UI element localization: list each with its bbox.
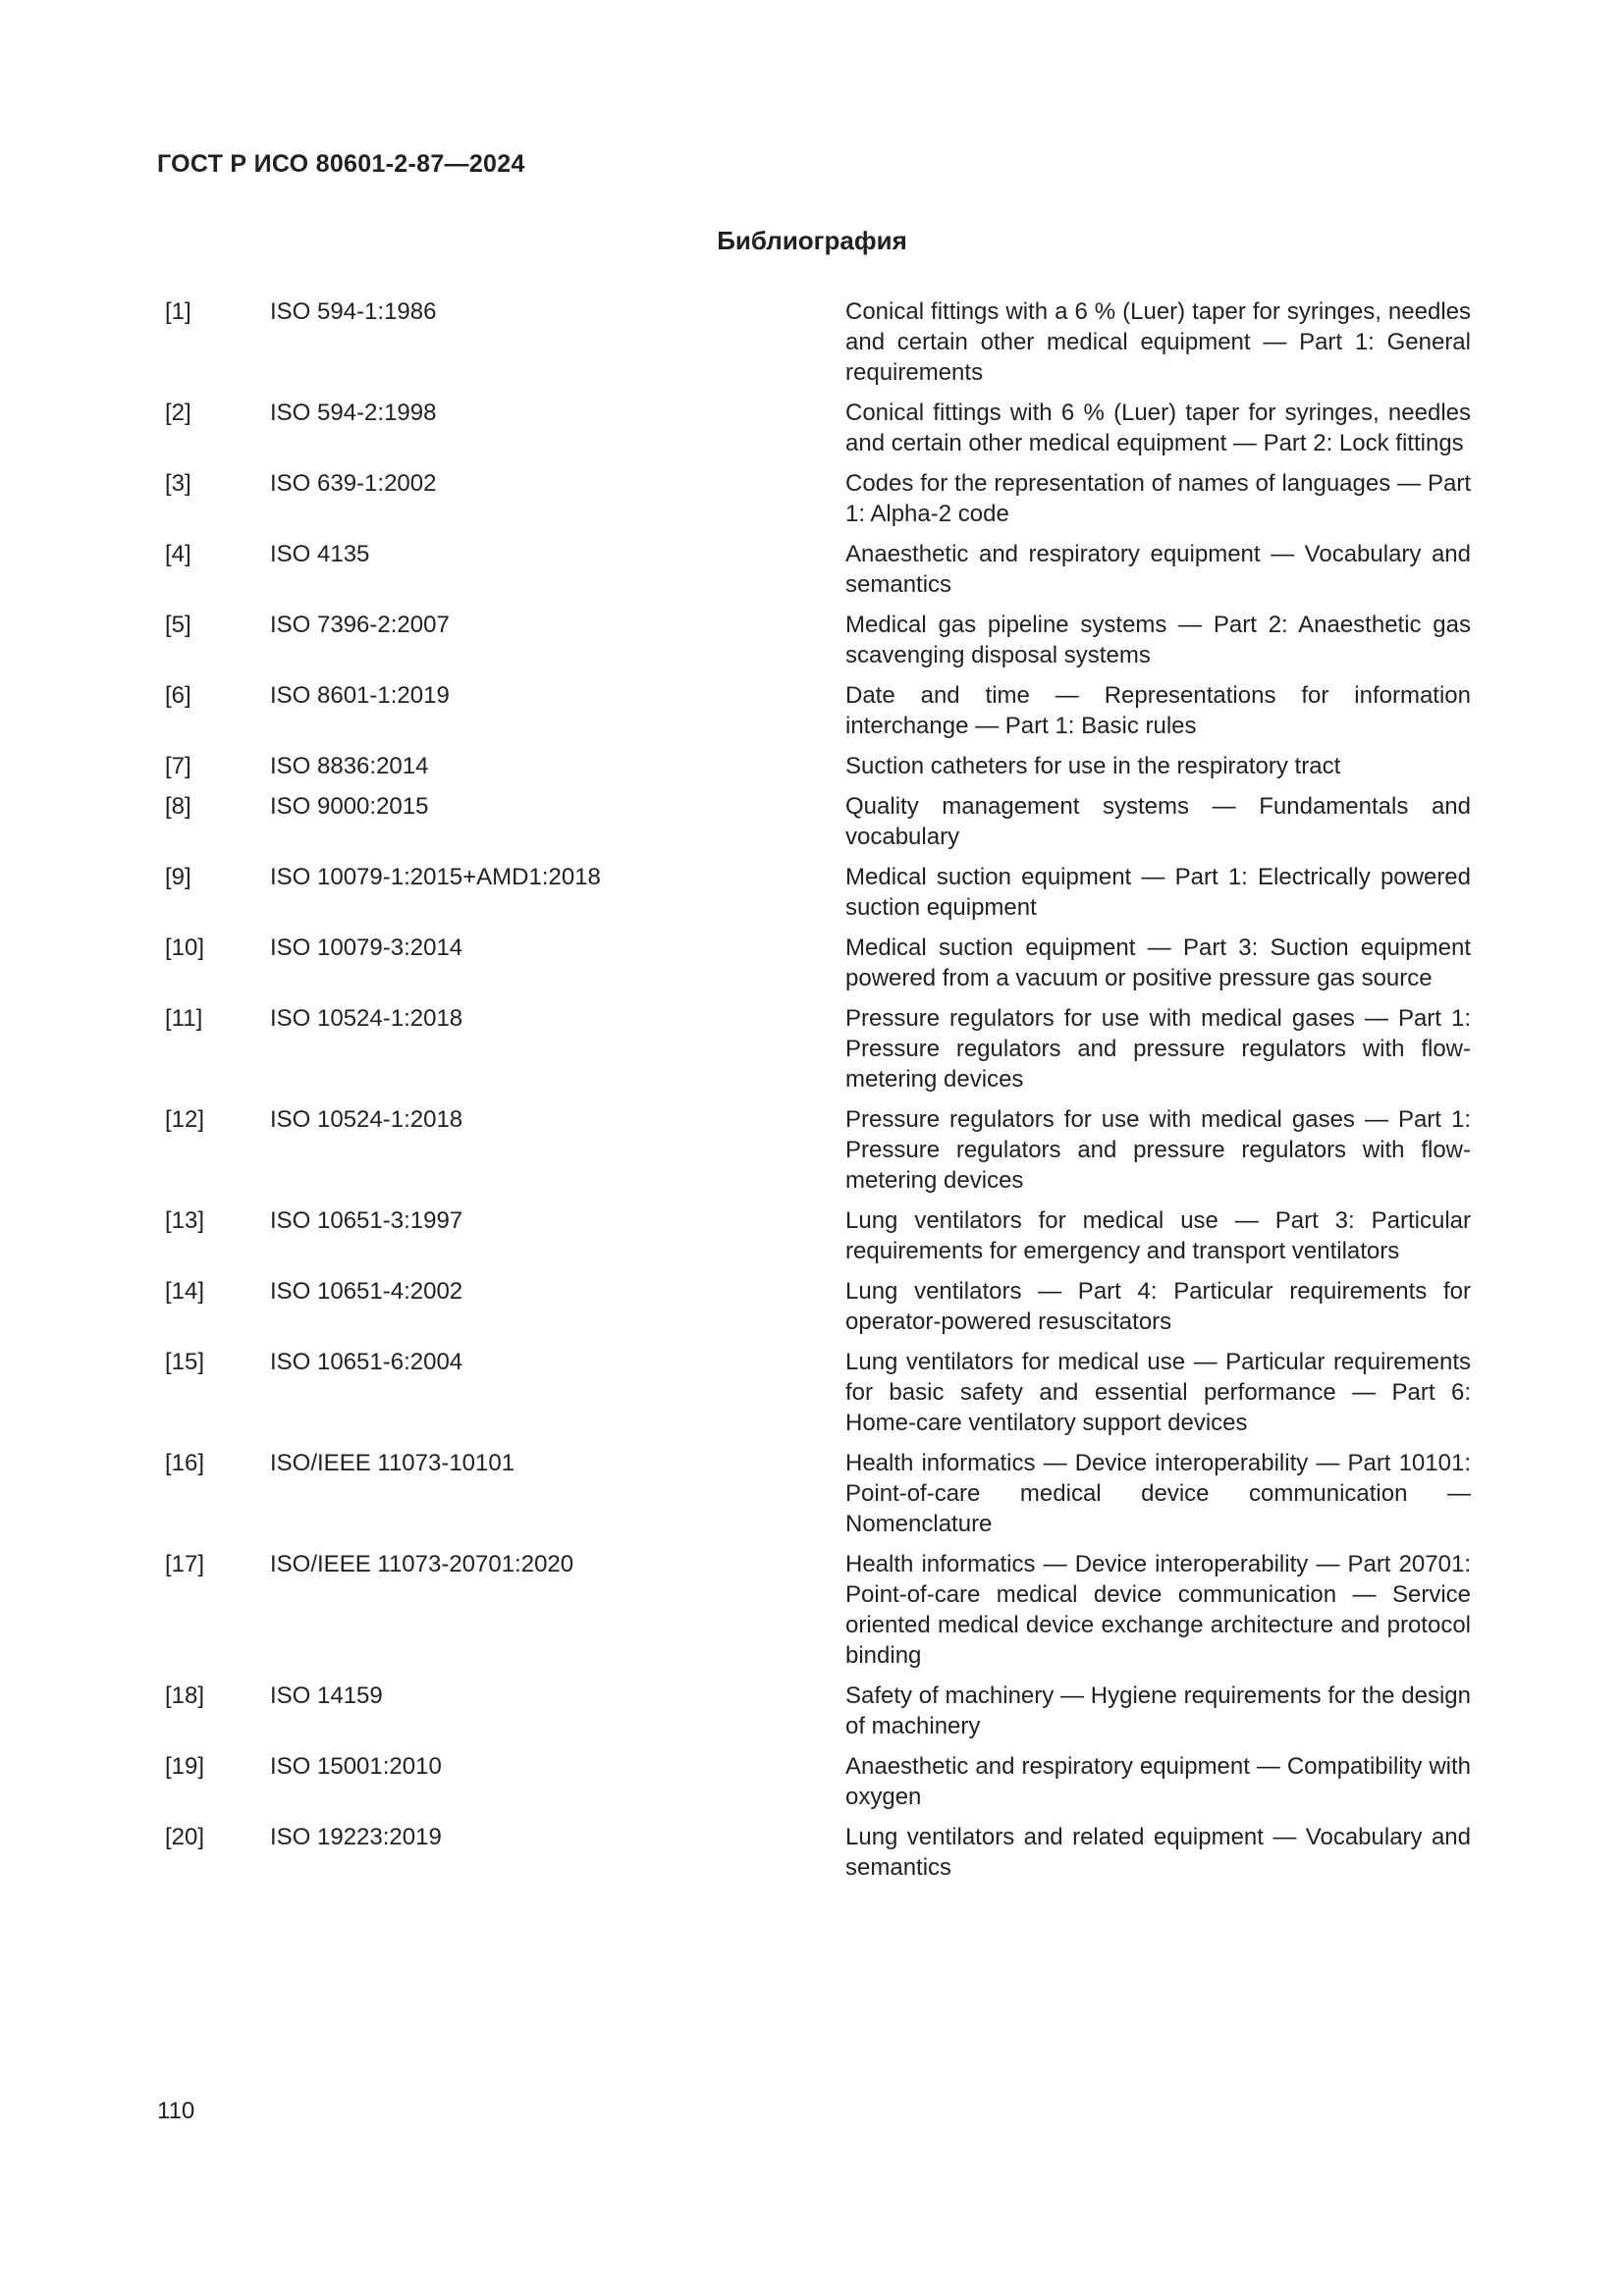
entry-standard-reference: ISO 9000:2015 [270, 793, 429, 820]
document-code: ГОСТ Р ИСО 80601-2-87—2024 [157, 150, 525, 178]
entry-number: [14] [165, 1278, 205, 1305]
entry-standard-reference: ISO 10524-1:2018 [270, 1005, 463, 1032]
entry-number: [12] [165, 1106, 205, 1133]
bibliography-entry [165, 1751, 1471, 1812]
bibliography-entry [165, 610, 1471, 670]
entry-number: [17] [165, 1551, 205, 1577]
entry-standard-reference: ISO 14159 [270, 1682, 383, 1709]
entry-number: [3] [165, 470, 191, 497]
entry-title: Health informatics — Device interoperability — Part 10101: Point-of-care medical device communication — Nomenclature [845, 1450, 1471, 1537]
entry-standard-reference: ISO 10651-4:2002 [270, 1278, 463, 1305]
entry-standard-reference: ISO 19223:2019 [270, 1824, 442, 1850]
entry-standard-reference: ISO 594-2:1998 [270, 400, 437, 426]
entry-number: [10] [165, 934, 205, 961]
bibliography-entry [165, 468, 1471, 529]
entry-title: Codes for the representation of names of languages — Part 1: Alpha-2 code [845, 470, 1471, 527]
bibliography-entry [165, 1822, 1471, 1883]
entry-standard-reference: ISO 8601-1:2019 [270, 682, 450, 709]
entry-title: Pressure regulators for use with medical gases — Part 1: Pressure regulators and pressure regulators with flow-metering devices [845, 1005, 1471, 1093]
entry-standard-reference: ISO 10651-6:2004 [270, 1349, 463, 1375]
bibliography-entry [165, 296, 1471, 388]
entry-standard-reference: ISO 7396-2:2007 [270, 612, 450, 638]
entry-standard-reference: ISO/IEEE 11073-10101 [270, 1450, 515, 1476]
entry-standard-reference: ISO 4135 [270, 541, 370, 567]
entry-standard-reference: ISO 10079-3:2014 [270, 934, 463, 961]
entry-title: Date and time — Representations for information interchange — Part 1: Basic rules [845, 682, 1471, 739]
entry-title: Medical suction equipment — Part 3: Suction equipment powered from a vacuum or positive pressure gas source [845, 934, 1471, 991]
page-number: 110 [157, 2098, 195, 2124]
entry-standard-reference: ISO 10079-1:2015+AMD1:2018 [270, 864, 601, 890]
entry-number: [7] [165, 753, 191, 779]
bibliography-entry [165, 1003, 1471, 1095]
entry-standard-reference: ISO 15001:2010 [270, 1753, 442, 1780]
entry-title: Anaesthetic and respiratory equipment — Compatibility with oxygen [845, 1753, 1471, 1810]
entry-title: Medical gas pipeline systems — Part 2: Anaesthetic gas scavenging disposal systems [845, 612, 1471, 668]
entry-number: [20] [165, 1824, 205, 1850]
entry-number: [13] [165, 1207, 205, 1234]
bibliography-entry [165, 1448, 1471, 1539]
entry-title: Suction catheters for use in the respiratory tract [845, 753, 1341, 779]
bibliography-entry [165, 1276, 1471, 1337]
entry-number: [2] [165, 400, 191, 426]
entry-number: [9] [165, 864, 191, 890]
entry-standard-reference: ISO 8836:2014 [270, 753, 429, 779]
entry-title: Conical fittings with 6 % (Luer) taper for syringes, needles and certain other medical equipment — Part 2: Lock fittings [845, 400, 1471, 456]
entry-number: [19] [165, 1753, 205, 1780]
bibliography-entry [165, 1205, 1471, 1266]
entry-number: [5] [165, 612, 191, 638]
bibliography-list [165, 296, 1471, 1893]
bibliography-entry [165, 680, 1471, 741]
entry-number: [6] [165, 682, 191, 709]
entry-standard-reference: ISO 639-1:2002 [270, 470, 437, 497]
entry-title: Safety of machinery — Hygiene requirements for the design of machinery [845, 1682, 1471, 1739]
bibliography-entry [165, 1549, 1471, 1671]
entry-number: [15] [165, 1349, 205, 1375]
entry-number: [18] [165, 1682, 205, 1709]
entry-title: Anaesthetic and respiratory equipment — Vocabulary and semantics [845, 541, 1471, 598]
section-title: Библиография [717, 226, 907, 255]
entry-title: Pressure regulators for use with medical gases — Part 1: Pressure regulators and pressure regulators with flow-metering devices [845, 1106, 1471, 1194]
bibliography-entry [165, 398, 1471, 458]
entry-standard-reference: ISO 594-1:1986 [270, 298, 437, 325]
bibliography-entry [165, 1347, 1471, 1438]
entry-title: Health informatics — Device interoperability — Part 20701: Point-of-care medical device communication — Service oriented medical device exchange architecture and protocol binding [845, 1551, 1471, 1669]
entry-standard-reference: ISO 10524-1:2018 [270, 1106, 463, 1133]
bibliography-entry [165, 1681, 1471, 1741]
entry-title: Quality management systems — Fundamentals and vocabulary [845, 793, 1471, 850]
bibliography-entry [165, 791, 1471, 852]
entry-number: [11] [165, 1005, 203, 1032]
entry-number: [8] [165, 793, 191, 820]
bibliography-entry [165, 1104, 1471, 1196]
bibliography-entry [165, 539, 1471, 600]
entry-number: [4] [165, 541, 191, 567]
entry-number: [16] [165, 1450, 205, 1476]
entry-title: Conical fittings with a 6 % (Luer) taper for syringes, needles and certain other medical equipment — Part 1: General requirements [845, 298, 1471, 386]
entry-title: Lung ventilators and related equipment — Vocabulary and semantics [845, 1824, 1471, 1881]
entry-standard-reference: ISO/IEEE 11073-20701:2020 [270, 1551, 574, 1577]
entry-standard-reference: ISO 10651-3:1997 [270, 1207, 463, 1234]
bibliography-entry [165, 751, 1471, 781]
bibliography-entry [165, 862, 1471, 923]
entry-number: [1] [165, 298, 191, 325]
entry-title: Medical suction equipment — Part 1: Electrically powered suction equipment [845, 864, 1471, 921]
entry-title: Lung ventilators — Part 4: Particular requirements for operator-powered resuscitators [845, 1278, 1471, 1335]
entry-title: Lung ventilators for medical use — Particular requirements for basic safety and essential performance — Part 6: Home-care ventilatory support devices [845, 1349, 1471, 1436]
bibliography-entry [165, 933, 1471, 993]
entry-title: Lung ventilators for medical use — Part 3: Particular requirements for emergency and transport ventilators [845, 1207, 1471, 1264]
